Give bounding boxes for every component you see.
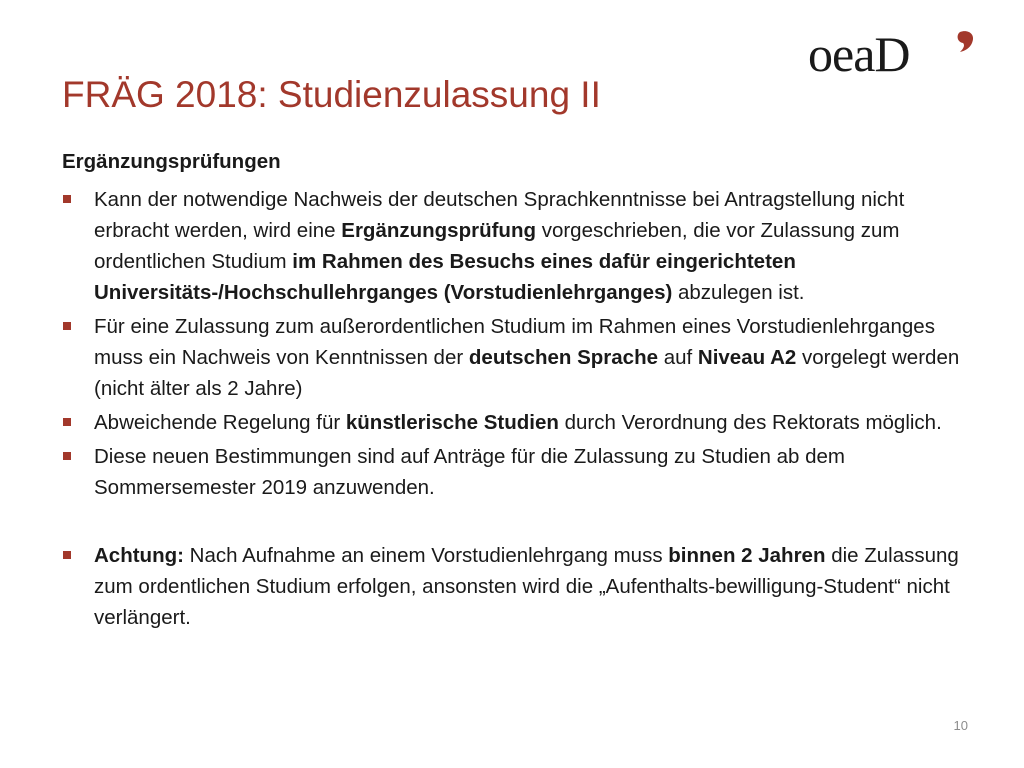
square-bullet-icon <box>63 418 71 426</box>
slide-content <box>62 146 967 636</box>
list-item: Kann der notwendige Nachweis der deutschen Sprachkenntnisse bei Antragstellung nicht erbracht werden, wird eine Ergänzungsprüfung vorgeschrieben, die vor Zulassung zum ordentlichen Studium im Rahmen des Besuchs eines dafür eingerichteten Universitäts-/Hochschullehrganges (Vorstudienlehrganges) abzulegen ist. <box>62 184 967 308</box>
subheading: Ergänzungsprüfungen <box>62 150 281 173</box>
oead-logo-icon <box>958 31 973 52</box>
bullet-list <box>62 184 967 633</box>
oead-logo-text: oeaD <box>808 26 910 78</box>
square-bullet-icon <box>63 551 71 559</box>
square-bullet-icon <box>63 452 71 460</box>
list-item: Abweichende Regelung für künstlerische Studien durch Verordnung des Rektorats möglich. <box>62 407 967 438</box>
page-number: 10 <box>953 718 968 733</box>
square-bullet-icon <box>63 322 71 330</box>
list-item: Achtung: Nach Aufnahme an einem Vorstudienlehrgang muss binnen 2 Jahren die Zulassung zum ordentlichen Studium erfolgen, ansonsten wird die „Aufenthalts-bewilligung-Student“ nicht verlängert. <box>62 540 967 633</box>
oead-logo <box>808 26 978 78</box>
square-bullet-icon <box>63 195 71 203</box>
list-item: Diese neuen Bestimmungen sind auf Anträge für die Zulassung zu Studien ab dem Sommersemester 2019 anzuwenden. <box>62 441 967 503</box>
slide-title: FRÄG 2018: Studienzulassung II <box>62 74 601 115</box>
list-item: Für eine Zulassung zum außerordentlichen Studium im Rahmen eines Vorstudienlehrganges muss ein Nachweis von Kenntnissen der deutschen Sprache auf Niveau A2 vorgelegt werden (nicht älter als 2 Jahre) <box>62 311 967 404</box>
